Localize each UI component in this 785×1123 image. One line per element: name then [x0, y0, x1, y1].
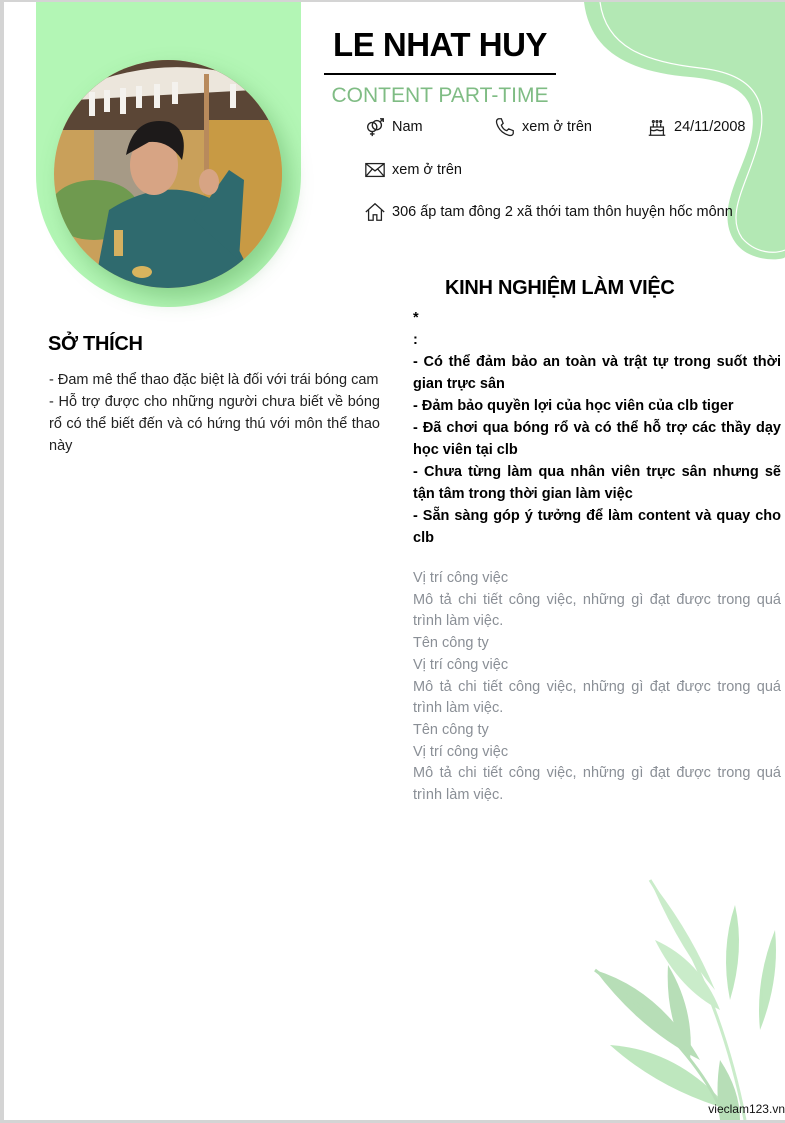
birthday-field	[646, 116, 746, 138]
job-title: CONTENT PART-TIME	[331, 84, 549, 107]
hobbies-title: SỞ THÍCH	[48, 333, 143, 355]
watermark: vieclam123.vn	[708, 1102, 785, 1116]
job-description-placeholder: Mô tả chi tiết công việc, những gì đạt được trong quá trình làm việc.	[413, 678, 781, 717]
hobby-item: - Đam mê thể thao đặc biệt là đối với trái bóng cam	[49, 372, 379, 388]
experience-content	[413, 307, 781, 549]
job-description-placeholder: Mô tả chi tiết công việc, những gì đạt được trong quá trình làm việc.	[413, 591, 781, 630]
experience-line: - Chưa từng làm qua nhân viên trực sân nhưng sẽ tận tâm trong thời gian làm việc	[413, 464, 781, 502]
email-field	[364, 159, 462, 181]
leaves-decoration	[580, 870, 785, 1120]
gender-icon	[364, 116, 386, 138]
job-position-placeholder: Vị trí công việc	[413, 570, 509, 586]
experience-line: - Đảm bảo quyền lợi của học viên của clb tiger	[413, 398, 734, 414]
experience-line: - Đã chơi qua bóng rổ và có thể hỗ trợ các thầy dạy học viên tại clb	[413, 420, 781, 458]
email-value: xem ở trên	[392, 162, 462, 178]
experience-line: *	[413, 310, 419, 326]
cv-page	[4, 2, 785, 1120]
experience-line: :	[413, 332, 418, 348]
hobbies-content	[49, 369, 380, 457]
avatar	[54, 60, 282, 288]
gender-field	[364, 116, 423, 138]
phone-field	[494, 116, 592, 138]
job-description-placeholder: Mô tả chi tiết công việc, những gì đạt được trong quá trình làm việc.	[413, 765, 781, 804]
company-name-placeholder: Tên công ty	[413, 635, 489, 652]
phone-icon	[494, 116, 516, 138]
phone-value: xem ở trên	[522, 119, 592, 135]
birthday-value: 24/11/2008	[674, 119, 746, 135]
birthday-cake-icon	[646, 116, 668, 138]
profile-photo	[54, 60, 282, 288]
gender-value: Nam	[392, 119, 423, 135]
address-value: 306 ấp tam đông 2 xã thới tam thôn huyện hốc mônn	[392, 204, 733, 220]
candidate-name: LE NHAT HUY	[333, 26, 547, 63]
address-field	[364, 201, 733, 223]
company-name-placeholder: Tên công ty	[413, 721, 489, 738]
hobby-item: - Hỗ trợ được cho những người chưa biết về bóng rổ có thể biết đến và có hứng thú với môn thể thao này	[49, 394, 380, 454]
experience-line: - Sẵn sàng góp ý tưởng để làm content và quay cho clb	[413, 508, 781, 546]
job-placeholders	[413, 568, 781, 807]
job-position-placeholder: Vị trí công việc	[413, 656, 509, 673]
name-divider	[324, 73, 556, 75]
job-position-placeholder: Vị trí công việc	[413, 743, 509, 760]
home-icon	[364, 201, 386, 223]
envelope-icon	[364, 159, 386, 181]
experience-line: - Có thể đảm bảo an toàn và trật tự trong suốt thời gian trực sân	[413, 354, 781, 392]
experience-title: KINH NGHIỆM LÀM VIỆC	[445, 277, 675, 299]
